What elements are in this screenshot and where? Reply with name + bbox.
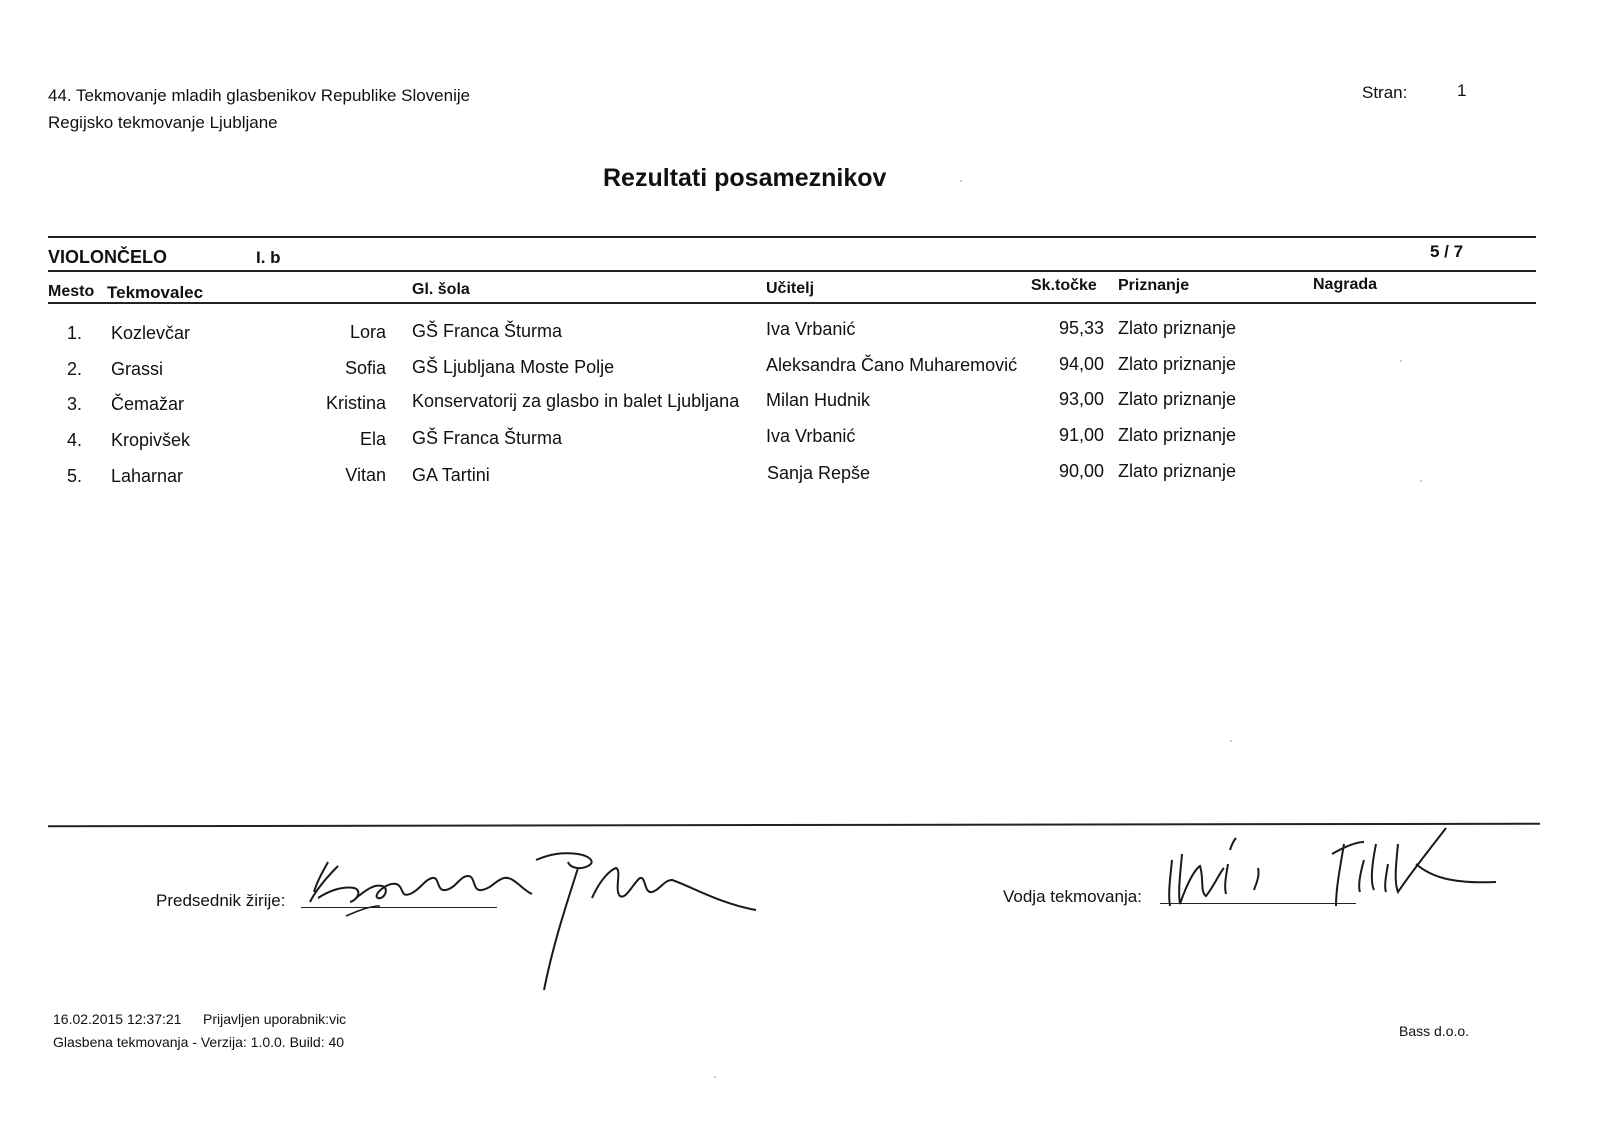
row-points: 94,00 bbox=[1058, 354, 1104, 374]
logged-user: Prijavljen uporabnik:vic bbox=[203, 1011, 347, 1027]
divider-top bbox=[48, 236, 1536, 238]
row-name: Kristina bbox=[325, 393, 386, 413]
row-place: 4. bbox=[67, 430, 83, 450]
instrument-label: VIOLONČELO bbox=[48, 247, 168, 267]
row-points: 95,33 bbox=[1058, 318, 1104, 338]
scan-speck bbox=[960, 180, 962, 182]
row-school: GŠ Franca Šturma bbox=[412, 428, 563, 448]
scan-speck bbox=[1420, 480, 1422, 482]
row-recognition: Zlato priznanje bbox=[1118, 318, 1237, 338]
row-teacher: Iva Vrbanić bbox=[766, 426, 856, 446]
count-label: 5 / 7 bbox=[1430, 242, 1464, 261]
divider-category bbox=[48, 270, 1536, 272]
row-school: GŠ Ljubljana Moste Polje bbox=[412, 357, 615, 377]
row-name: Lora bbox=[349, 322, 386, 342]
row-school: GŠ Franca Šturma bbox=[412, 321, 563, 341]
page-label: Stran: bbox=[1362, 83, 1408, 102]
row-points: 93,00 bbox=[1058, 389, 1104, 409]
row-recognition: Zlato priznanje bbox=[1118, 461, 1237, 481]
row-teacher: Iva Vrbanić bbox=[766, 319, 856, 339]
row-teacher: Aleksandra Čano Muharemović bbox=[766, 355, 1018, 375]
row-points: 90,00 bbox=[1058, 461, 1104, 481]
row-teacher: Sanja Repše bbox=[767, 463, 871, 483]
row-recognition: Zlato priznanje bbox=[1118, 389, 1237, 409]
row-surname: Kozlevčar bbox=[111, 323, 191, 343]
row-surname: Kropivšek bbox=[111, 430, 191, 450]
row-surname: Grassi bbox=[111, 359, 164, 379]
row-recognition: Zlato priznanje bbox=[1118, 425, 1237, 445]
row-school: Konservatorij za glasbo in balet Ljubljana bbox=[412, 391, 740, 411]
divider-columns bbox=[48, 302, 1536, 304]
row-name: Sofia bbox=[344, 358, 386, 378]
column-header-place: Mesto bbox=[48, 283, 95, 300]
scan-speck bbox=[714, 1076, 716, 1078]
page-title: Rezultati posameznikov bbox=[603, 164, 887, 192]
jury-signature bbox=[300, 840, 770, 1000]
row-recognition: Zlato priznanje bbox=[1118, 354, 1237, 374]
competition-title: 44. Tekmovanje mladih glasbenikov Republike Slovenije bbox=[48, 86, 471, 105]
company-name: Bass d.o.o. bbox=[1399, 1023, 1470, 1039]
row-place: 2. bbox=[67, 359, 83, 379]
row-teacher: Milan Hudnik bbox=[766, 390, 871, 410]
row-place: 1. bbox=[67, 323, 83, 343]
page-number: 1 bbox=[1457, 81, 1467, 100]
column-header-award: Nagrada bbox=[1313, 276, 1378, 293]
column-header-competitor: Tekmovalec bbox=[107, 283, 204, 302]
leader-signature bbox=[1160, 820, 1510, 915]
software-version: Glasbena tekmovanja - Verzija: 1.0.0. Build: 40 bbox=[53, 1034, 345, 1050]
row-place: 5. bbox=[67, 466, 83, 486]
column-header-teacher: Učitelj bbox=[766, 280, 815, 297]
print-timestamp: 16.02.2015 12:37:21 bbox=[53, 1011, 182, 1027]
scan-speck bbox=[1230, 740, 1232, 742]
row-surname: Čemažar bbox=[111, 394, 185, 414]
row-place: 3. bbox=[67, 394, 83, 414]
column-header-points: Sk.točke bbox=[1031, 277, 1097, 294]
row-points: 91,00 bbox=[1058, 425, 1104, 445]
group-label: I. b bbox=[256, 248, 281, 267]
competition-subtitle: Regijsko tekmovanje Ljubljane bbox=[48, 113, 278, 132]
scan-speck bbox=[1400, 360, 1402, 362]
column-header-school: Gl. šola bbox=[412, 281, 470, 298]
column-header-recognition: Priznanje bbox=[1118, 277, 1190, 294]
row-school: GA Tartini bbox=[412, 465, 490, 485]
row-name: Vitan bbox=[345, 465, 386, 485]
row-name: Ela bbox=[359, 429, 386, 449]
jury-president-label: Predsednik žirije: bbox=[156, 891, 286, 910]
competition-leader-label: Vodja tekmovanja: bbox=[1003, 887, 1142, 906]
row-surname: Laharnar bbox=[111, 466, 184, 486]
